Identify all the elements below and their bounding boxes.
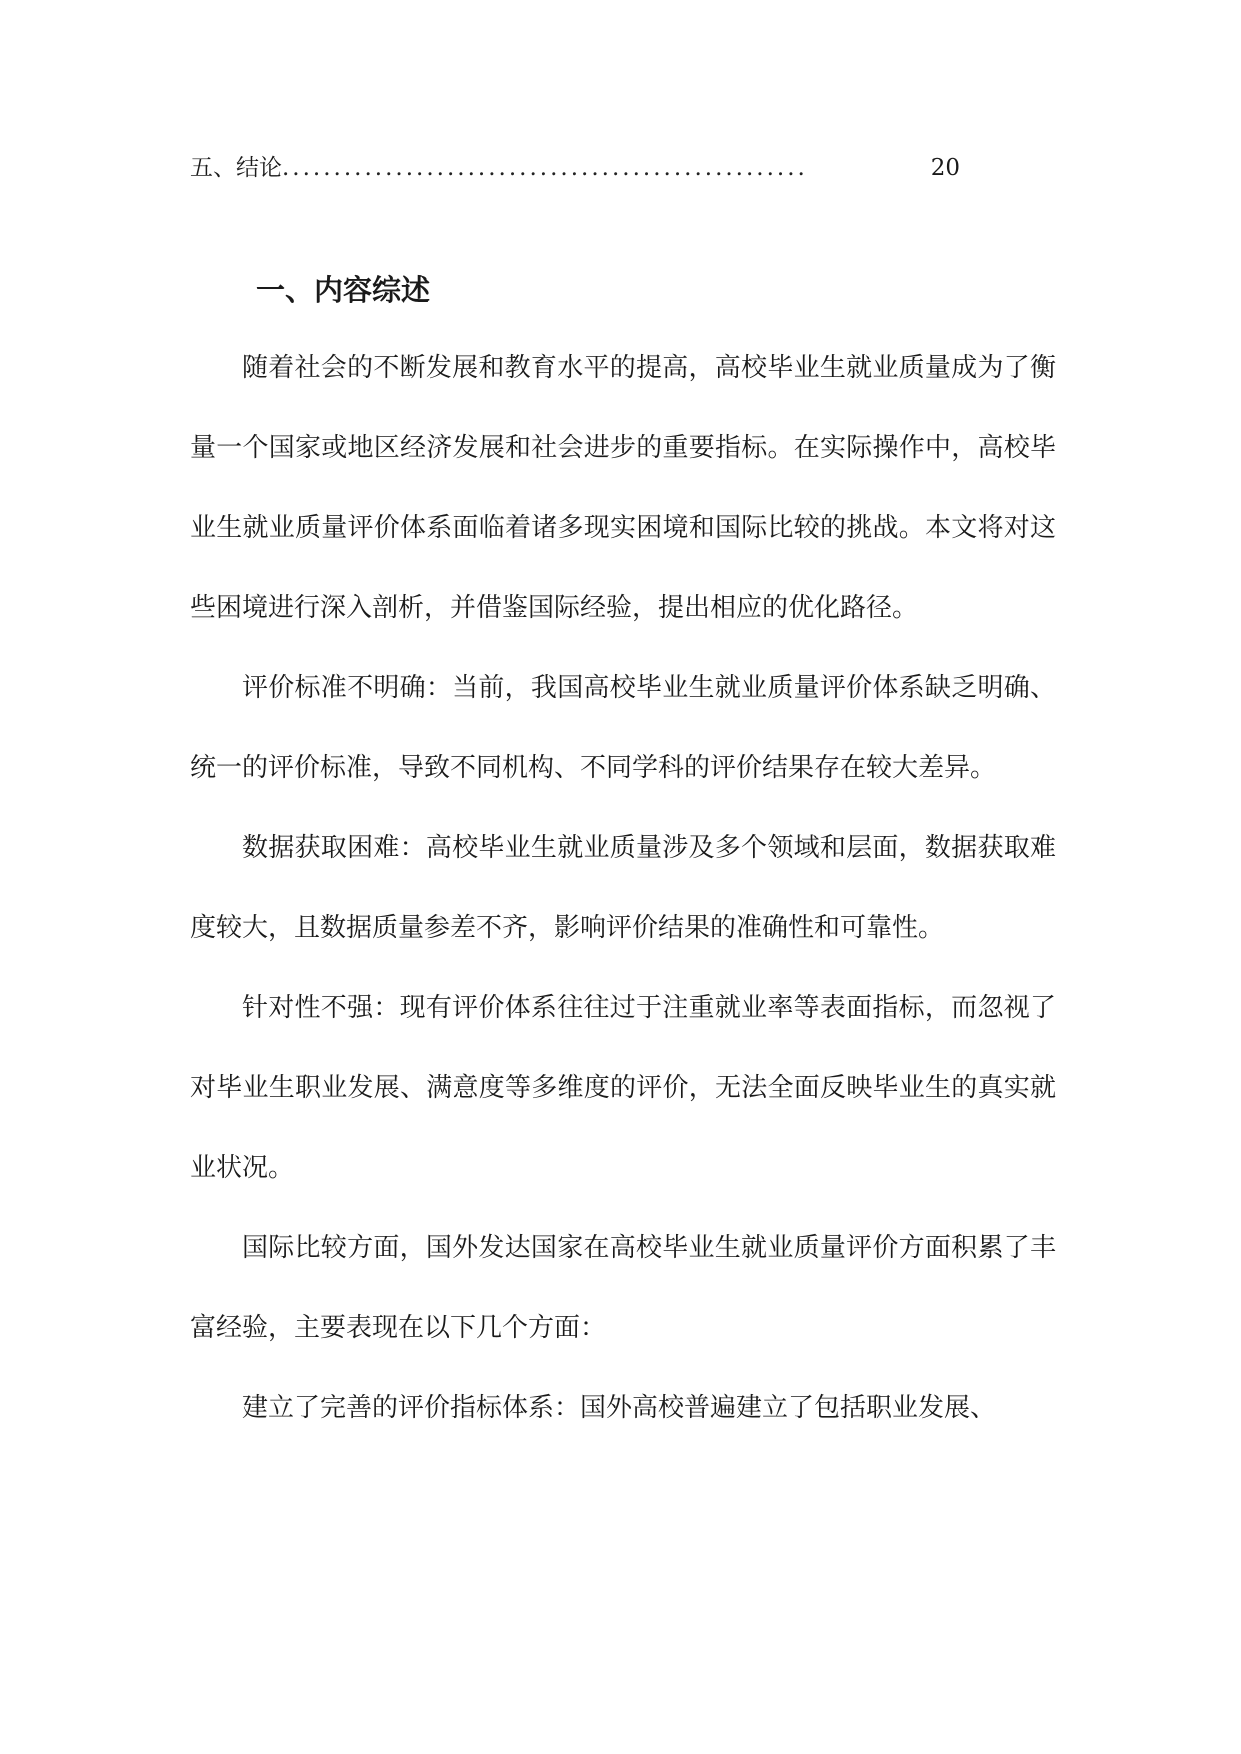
- paragraph-intro: 随着社会的不断发展和教育水平的提高，高校毕业生就业质量成为了衡量一个国家或地区经济发展和社会进步的重要指标。在实际操作中，高校毕业生就业质量评价体系面临着诸多现实困境和国际比较的挑战。本文将对这些困境进行深入剖析，并借鉴国际经验，提出相应的优化路径。: [190, 353, 1056, 623]
- toc-entry-conclusion[interactable]: [190, 150, 960, 186]
- paragraph-relevance: 针对性不强：现有评价体系往往过于注重就业率等表面指标，而忽视了对毕业生职业发展、满意度等多维度的评价，无法全面反映毕业生的真实就业状况。: [190, 993, 1056, 1183]
- paragraph-data-access: 数据获取困难：高校毕业生就业质量涉及多个领域和层面，数据获取难度较大，且数据质量参差不齐，影响评价结果的准确性和可靠性。: [190, 833, 1056, 943]
- section-body: [190, 328, 1056, 1448]
- paragraph-international: 国际比较方面，国外发达国家在高校毕业生就业质量评价方面积累了丰富经验，主要表现在以下几个方面：: [190, 1233, 1056, 1343]
- toc-page-number: 20: [930, 155, 960, 181]
- paragraph-criteria: 评价标准不明确：当前，我国高校毕业生就业质量评价体系缺乏明确、统一的评价标准，导致不同机构、不同学科的评价结果存在较大差异。: [190, 673, 1056, 783]
- paragraph-indicator-system: 建立了完善的评价指标体系：国外高校普遍建立了包括职业发展、: [242, 1393, 997, 1423]
- toc-entry-label: 五、结论: [190, 155, 282, 181]
- toc-leader-dots: ...................................................: [282, 155, 808, 181]
- section-heading: 一、内容综述: [256, 273, 431, 308]
